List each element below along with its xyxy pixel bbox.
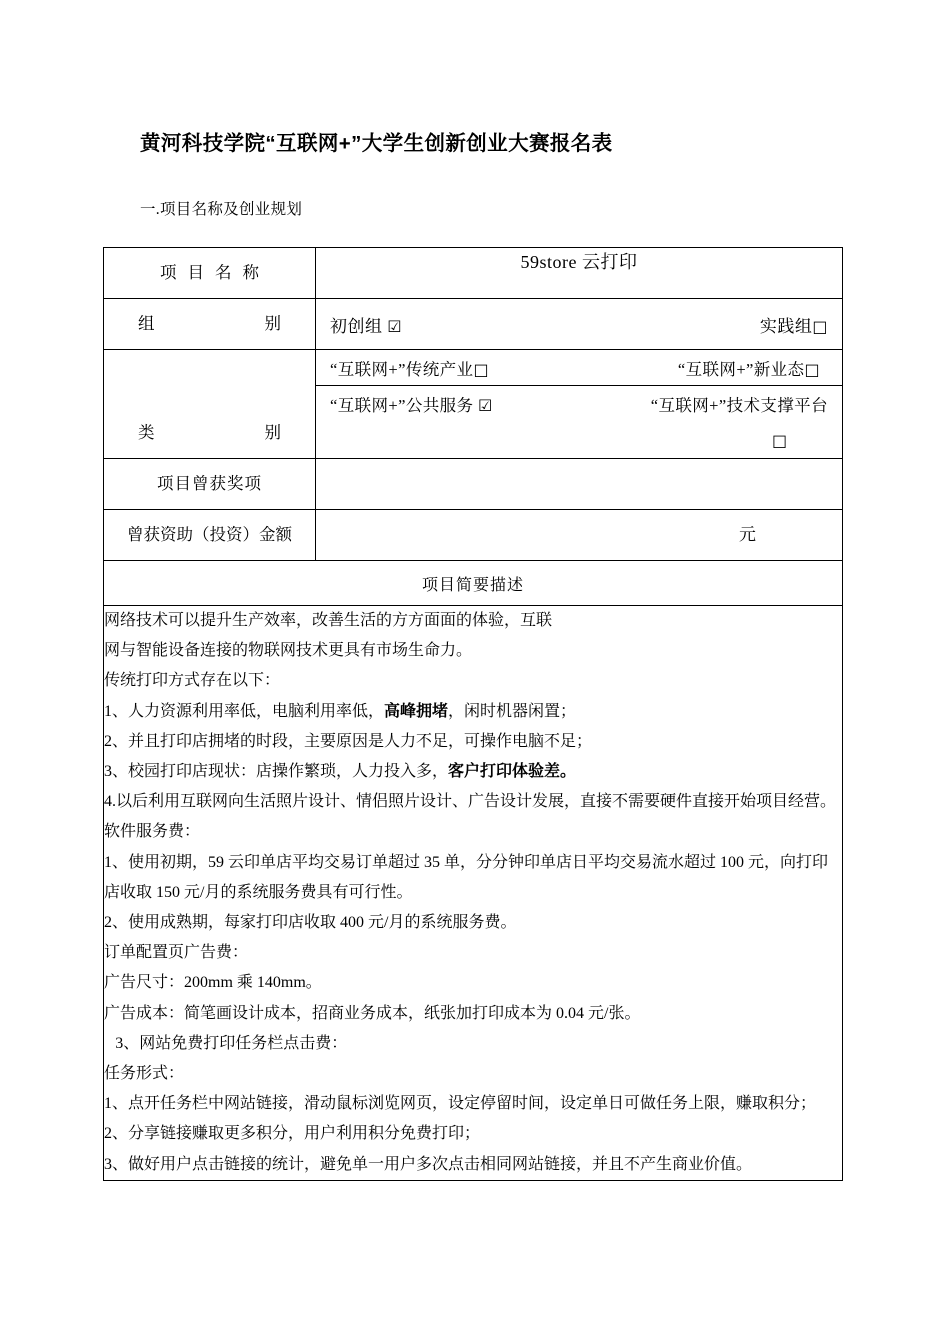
past-funding-unit: 元 bbox=[739, 525, 756, 544]
category-option-traditional[interactable] bbox=[330, 356, 489, 380]
desc-task-1 bbox=[104, 1089, 842, 1119]
desc-ad-size bbox=[104, 968, 842, 998]
category-row-3 bbox=[316, 422, 842, 458]
label-cell-category bbox=[104, 350, 316, 459]
desc-text: 2、并且打印店拥堵的时段，主要原因是人力不足，可操作电脑不足； bbox=[104, 732, 593, 750]
desc-text: 4.以后利用互联网向生活照片设计、情侣照片设计、广告设计发展，直接不需要硬件直接开始项目经营。 bbox=[104, 793, 837, 811]
value-cell-project-name[interactable] bbox=[316, 248, 843, 299]
value-cell-past-funding[interactable] bbox=[316, 510, 843, 561]
checkbox-unchecked-icon[interactable]: □ bbox=[473, 359, 489, 379]
desc-text: 2、分享链接赚取更多积分，用户利用积分免费打印； bbox=[104, 1125, 481, 1143]
page-title: 黄河科技学院“互联网+”大学生创新创业大赛报名表 bbox=[140, 132, 613, 155]
desc-task-3 bbox=[104, 1150, 842, 1180]
category-option-publicservice[interactable] bbox=[330, 392, 493, 416]
desc-fee-heading bbox=[104, 817, 842, 847]
desc-fee-2 bbox=[104, 908, 842, 938]
desc-para-intro-line1 bbox=[104, 606, 842, 636]
section-heading: 一.项目名称及创业规划 bbox=[140, 201, 303, 218]
checkbox-checked-icon[interactable]: ☑ bbox=[477, 396, 493, 415]
label-cell-past-awards bbox=[104, 459, 316, 510]
category-option-techplatform-label: “互联网+”技术支撑平台 bbox=[650, 396, 828, 415]
group-option-practice[interactable] bbox=[760, 312, 828, 337]
desc-text: 1、点开任务栏中网站链接，滑动鼠标浏览网页，设定停留时间，设定单日可做任务上限，赚取积分； bbox=[104, 1095, 817, 1113]
table-row-group bbox=[104, 299, 843, 350]
project-name-value[interactable]: 59store 云打印 bbox=[520, 252, 638, 272]
desc-para-traditional-heading bbox=[104, 666, 842, 696]
checkbox-unchecked-icon[interactable]: □ bbox=[804, 359, 820, 379]
category-option-newbiz-label: “互联网+”新业态 bbox=[677, 359, 805, 379]
table-row-past-awards bbox=[104, 459, 843, 510]
desc-item-1 bbox=[104, 697, 842, 727]
desc-text: 广告成本：简笔画设计成本，招商业务成本，纸张加打印成本为 0.04 元/张。 bbox=[104, 1004, 641, 1022]
category-row-1 bbox=[316, 350, 842, 386]
value-cell-group bbox=[316, 299, 843, 350]
registration-form-table bbox=[103, 247, 843, 1181]
category-option-publicservice-label: “互联网+”公共服务 bbox=[330, 396, 474, 415]
desc-text: 网络技术可以提升生产效率，改善生活的方方面面的体验，互联 bbox=[104, 612, 553, 629]
desc-ad-heading bbox=[104, 938, 842, 968]
label-group: 组别 bbox=[138, 314, 281, 333]
desc-text: 3、做好用户点击链接的统计，避免单一用户多次点击相同网站链接，并且不产生商业价值。 bbox=[104, 1155, 753, 1173]
desc-text: 网与智能设备连接的物联网技术更具有市场生命力。 bbox=[104, 642, 473, 660]
desc-para-intro-line2 bbox=[104, 636, 842, 666]
desc-task-heading bbox=[104, 1029, 842, 1059]
desc-task-2 bbox=[104, 1119, 842, 1149]
label-project-name: 项目名称 bbox=[160, 263, 270, 282]
desc-item-3 bbox=[104, 757, 842, 787]
past-awards-value[interactable] bbox=[316, 459, 842, 509]
label-cell-past-funding bbox=[104, 510, 316, 561]
desc-fee-1 bbox=[104, 848, 842, 908]
group-option-practice-label: 实践组 bbox=[759, 316, 813, 336]
category-option-traditional-label: “互联网+”传统产业 bbox=[330, 359, 474, 379]
table-row-past-funding bbox=[104, 510, 843, 561]
checkbox-unchecked-icon[interactable]: □ bbox=[772, 430, 788, 450]
group-option-startup-label: 初创组 bbox=[330, 316, 383, 336]
desc-text: 2、使用成熟期，每家打印店收取 400 元/月的系统服务费。 bbox=[104, 914, 517, 932]
description-header: 项目简要描述 bbox=[104, 561, 843, 606]
checkbox-checked-icon[interactable]: ☑ bbox=[387, 316, 403, 336]
desc-text: 软件服务费： bbox=[104, 823, 201, 841]
desc-item-4 bbox=[104, 787, 842, 817]
desc-text: 3、校园打印店现状：店操作繁琐，人力投入多， bbox=[104, 763, 449, 781]
desc-text: 广告尺寸：200mm 乘 140mm。 bbox=[104, 974, 322, 992]
desc-ad-cost bbox=[104, 999, 842, 1029]
desc-item-2 bbox=[104, 727, 842, 757]
desc-text: 3、网站免费打印任务栏点击费： bbox=[115, 1034, 348, 1052]
checkbox-unchecked-icon[interactable]: □ bbox=[812, 316, 828, 336]
value-cell-past-awards[interactable] bbox=[316, 459, 843, 510]
desc-text: 传统打印方式存在以下： bbox=[104, 672, 281, 690]
category-option-newbiz[interactable] bbox=[678, 356, 820, 380]
desc-text: 任务形式： bbox=[104, 1065, 185, 1083]
description-body[interactable] bbox=[104, 606, 843, 1181]
label-cell-group bbox=[104, 299, 316, 350]
label-cell-project-name bbox=[104, 248, 316, 299]
desc-task-form-heading bbox=[104, 1059, 842, 1089]
desc-text-bold: 高峰拥堵 bbox=[384, 702, 449, 720]
desc-text: ，闲时机器闲置； bbox=[448, 702, 577, 720]
desc-text: 1、人力资源利用率低，电脑利用率低， bbox=[104, 702, 385, 720]
table-row-description-body bbox=[104, 606, 843, 1181]
desc-text-bold: 客户打印体验差。 bbox=[448, 763, 577, 781]
desc-text: 1、使用初期，59 云印单店平均交易订单超过 35 单，分分钟印单店日平均交易流水超过 100 元，向打印店收取 150 元/月的系统服务费具有可行性。 bbox=[104, 853, 829, 901]
table-row-description-header bbox=[104, 561, 843, 606]
label-past-funding: 曾获资助（投资）金额 bbox=[127, 525, 292, 544]
label-past-awards: 项目曾获奖项 bbox=[157, 474, 262, 493]
table-row-category bbox=[104, 350, 843, 459]
value-cell-category bbox=[316, 350, 843, 459]
category-row-2 bbox=[316, 386, 842, 422]
label-category: 类别 bbox=[138, 423, 281, 442]
desc-text: 订单配置页广告费： bbox=[104, 944, 249, 962]
group-option-startup[interactable] bbox=[330, 312, 402, 337]
table-row-project-name bbox=[104, 248, 843, 299]
